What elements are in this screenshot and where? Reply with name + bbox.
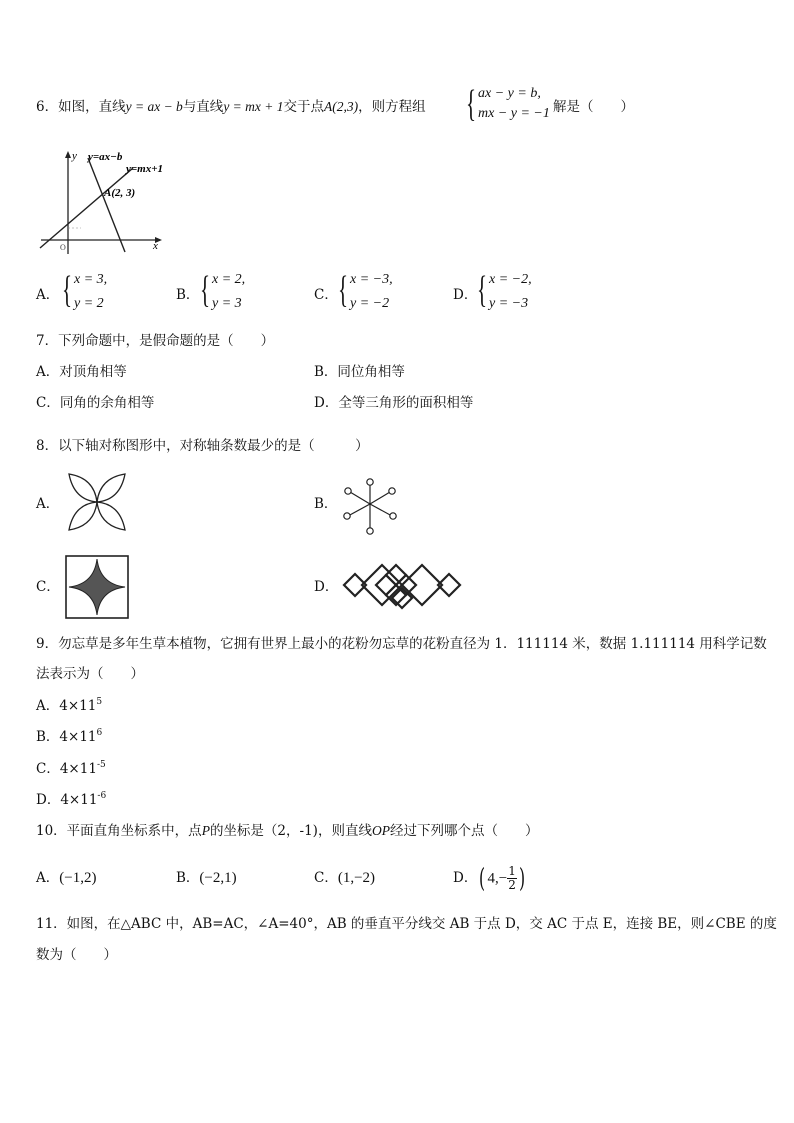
q9-stem-line-1: 9．勿忘草是多年生草本植物，它拥有世界上最小的花粉勿忘草的花粉直径为 1．111114 米，数据 1.111114 用科学记数 — [36, 636, 767, 652]
q10-option-b-value: (−2,1) — [199, 870, 237, 886]
brace-icon: { — [200, 269, 211, 311]
y-axis-arrow-icon — [65, 151, 71, 158]
q9-option-b — [36, 728, 102, 746]
q6-system-line-2: mx − y = −1 — [478, 106, 550, 121]
line1-label: y=ax−b — [88, 151, 123, 163]
brace-icon: { — [477, 269, 488, 311]
q8-option-c-letter: C． — [36, 579, 60, 595]
q7-stem: 7．下列命题中，是假命题的是（ ） — [36, 333, 275, 349]
q6-equation-2: y = mx + 1 — [223, 99, 284, 114]
q10-option-c-value: (1,−2) — [337, 870, 376, 886]
brace-icon: { — [62, 269, 73, 311]
q6-option-d-line-1: x = −2, — [489, 272, 532, 287]
q6-option-a-line-2: y = 2 — [74, 296, 104, 311]
q10-option-a — [36, 869, 96, 887]
fraction-numerator: 1 — [508, 864, 516, 878]
four-petal-flower-icon — [64, 470, 130, 534]
q10-stem-part-b: 的坐标是（2，-1)，则直线 — [209, 823, 372, 839]
q10-option-c-letter: C． — [314, 870, 338, 886]
q6-equation-system — [466, 83, 566, 128]
q7-option-c: C．同角的余角相等 — [36, 395, 155, 411]
q6-option-d — [477, 269, 567, 316]
q11-stem-line-1: 11．如图，在△ABC 中，AB=AC，∠A=40°，AB 的垂直平分线交 AB 于点 D，交 AC 于点 E，连接 BE，则∠CBE 的度 — [36, 916, 777, 932]
q11-stem-line-2: 数为（ ） — [36, 947, 117, 963]
line2-label: y=mx+1 — [126, 163, 163, 175]
q9-option-b-exponent: 6 — [96, 728, 103, 738]
q6-option-a-letter: A． — [36, 287, 60, 303]
q6-option-b-line-2: y = 3 — [212, 296, 242, 311]
x-axis-label: x — [153, 240, 158, 252]
q6-text-3: 交于点 — [283, 99, 325, 115]
line-y-ax-b — [88, 158, 125, 252]
interlocking-diamonds-icon — [340, 560, 464, 614]
q10-option-a-letter: A． — [36, 870, 60, 886]
q9-option-a-base: 4×11 — [59, 698, 97, 714]
q6-text-2: 与直线 — [182, 99, 224, 115]
q6-option-b-line-1: x = 2, — [212, 272, 246, 287]
q9-option-a-letter: A． — [36, 698, 60, 714]
point-label: A(2, 3) — [104, 187, 136, 199]
q10-option-a-value: (−1,2) — [59, 870, 97, 886]
q9-option-d — [36, 791, 106, 809]
q7-option-b: B．同位角相等 — [314, 364, 405, 380]
svg-text:O: O — [60, 243, 66, 252]
brace-icon: { — [338, 269, 349, 311]
q10-option-d — [453, 860, 527, 897]
q8-option-b-letter: B． — [314, 496, 338, 512]
q6-text-1: 如图，直线 — [58, 99, 126, 115]
q10-option-c — [314, 869, 375, 887]
q6-option-b — [200, 269, 280, 316]
q9-option-c-exponent: -5 — [96, 760, 106, 770]
q9-option-b-letter: B． — [36, 729, 60, 745]
q6-option-c-line-1: x = −3, — [350, 272, 393, 287]
q9-option-c — [36, 760, 106, 778]
q6-option-c-letter: C． — [314, 287, 338, 303]
q6-stem-end: 解是（ ） — [553, 99, 634, 115]
q10-stem-part-a: 10．平面直角坐标系中，点 — [36, 823, 202, 839]
q9-option-a — [36, 697, 102, 715]
q6-equation-1: y = ax − b — [125, 99, 183, 114]
fraction-denominator: 2 — [508, 878, 516, 892]
brace-icon: { — [466, 83, 477, 125]
q6-option-b-letter: B． — [176, 287, 200, 303]
q9-option-d-letter: D． — [36, 792, 61, 808]
q6-system-line-1: ax − y = b, — [478, 86, 541, 101]
q6-graph — [36, 146, 171, 258]
q10-point-p: P — [201, 823, 210, 838]
q9-option-c-letter: C． — [36, 761, 60, 777]
q6-stem — [36, 98, 426, 116]
q6-option-d-line-2: y = −3 — [489, 296, 529, 311]
q10-stem — [36, 822, 538, 840]
six-spoke-star-icon — [338, 478, 402, 538]
q6-point: A(2,3) — [324, 99, 359, 114]
q10-option-d-fraction — [507, 865, 517, 892]
q9-option-a-exponent: 5 — [96, 697, 103, 707]
right-paren-icon: ) — [518, 863, 525, 894]
q9-option-c-base: 4×11 — [59, 761, 97, 777]
q10-option-b — [176, 869, 237, 887]
q8-stem: 8．以下轴对称图形中，对称轴条数最少的是（ ） — [36, 438, 369, 454]
q6-text-4: ，则方程组 — [358, 99, 426, 115]
q9-option-b-base: 4×11 — [59, 729, 97, 745]
q9-stem-line-2: 法表示为（ ） — [36, 666, 144, 682]
q10-option-b-letter: B． — [176, 870, 200, 886]
q6-number: 6． — [36, 99, 59, 115]
q6-option-c — [338, 269, 428, 316]
q7-option-a: A．对顶角相等 — [36, 364, 127, 380]
q9-option-d-exponent: -6 — [97, 791, 107, 801]
q6-option-a-line-1: x = 3, — [74, 272, 108, 287]
q7-option-d: D．全等三角形的面积相等 — [314, 395, 474, 411]
q8-option-d-letter: D． — [314, 579, 339, 595]
q10-option-d-letter: D． — [453, 870, 478, 886]
q6-option-d-letter: D． — [453, 287, 478, 303]
q10-option-d-value: 4,− — [487, 870, 508, 887]
q10-stem-part-c: 经过下列哪个点（ ） — [389, 823, 539, 839]
q9-option-d-base: 4×11 — [60, 792, 98, 808]
y-axis-label: y — [72, 150, 77, 162]
q8-option-a-letter: A． — [36, 496, 60, 512]
left-paren-icon: ( — [479, 863, 486, 894]
q6-option-a — [62, 269, 142, 316]
q10-line-op: OP — [371, 823, 390, 838]
q6-option-c-line-2: y = −2 — [350, 296, 390, 311]
square-with-astroid-icon — [64, 554, 130, 620]
